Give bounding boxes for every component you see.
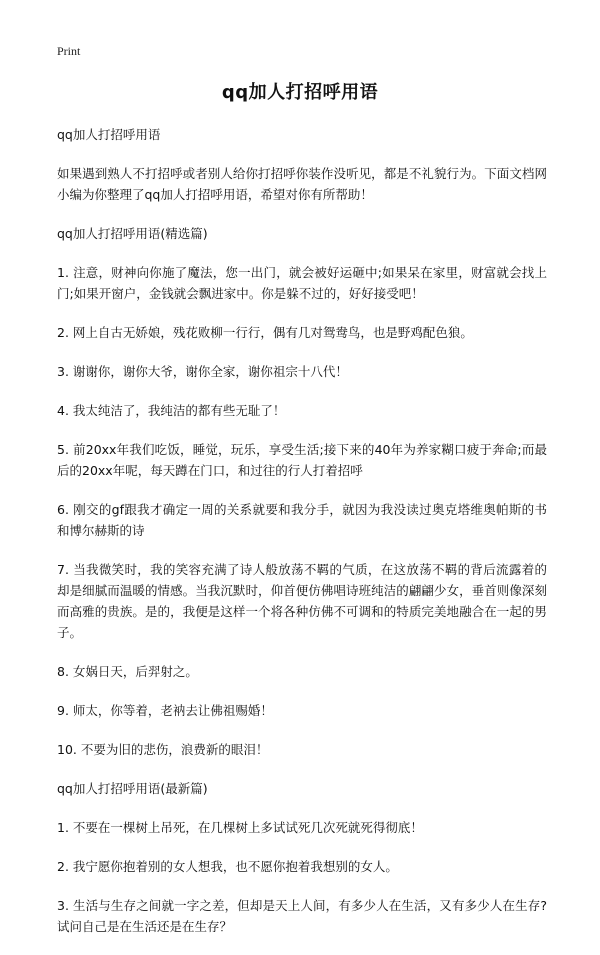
list-item: 4. 我太纯洁了，我纯洁的都有些无耻了！ xyxy=(57,403,286,418)
list-item: 2. 网上自古无娇娘，残花败柳一行行，偶有几对鸳鸯鸟，也是野鸡配色狼。 xyxy=(57,325,473,340)
list-item: 7. 当我微笑时，我的笑容充满了诗人般放荡不羁的气质，在这放荡不羁的背后流露着的却是细腻而温暖的情感。当我沉默时，仰首便仿佛唱诗班纯洁的翩翩少女，垂首则像深刻而高雅的贵族。是的，我便是这样一个将各种仿佛不可调和的特质完美地融合在一起的男子。 xyxy=(57,562,547,640)
section-heading: qq加人打招呼用语 xyxy=(57,127,161,142)
list-item: 2. 我宁愿你抱着别的女人想我，也不愿你抱着我想别的女人。 xyxy=(57,859,398,874)
section-heading: qq加人打招呼用语(精选篇) xyxy=(57,226,208,241)
document-body xyxy=(57,124,547,955)
list-item: 6. 刚交的gf跟我才确定一周的关系就要和我分手，就因为我没读过奥克塔维奥帕斯的书和博尔赫斯的诗 xyxy=(57,502,547,538)
list-item: 5. 前20xx年我们吃饭，睡觉，玩乐，享受生活;接下来的40年为养家糊口疲于奔命;而最后的20xx年呢，每天蹲在门口，和过往的行人打着招呼 xyxy=(57,442,547,478)
list-item: 1. 注意，财神向你施了魔法，您一出门，就会被好运砸中;如果呆在家里，财富就会找上门;如果开窗户，金钱就会飘进家中。你是躲不过的，好好接受吧！ xyxy=(57,265,547,301)
list-item: 8. 女娲日天，后羿射之。 xyxy=(57,664,198,679)
list-item: 1. 不要在一棵树上吊死，在几棵树上多试试死几次死就死得彻底！ xyxy=(57,820,423,835)
list-item: 9. 师太，你等着，老衲去让佛祖赐婚！ xyxy=(57,703,273,718)
list-item: 3. 生活与生存之间就一字之差，但却是天上人间，有多少人在生活，又有多少人在生存?试问自己是在生活还是在生存？ xyxy=(57,898,547,934)
section-heading: qq加人打招呼用语(最新篇) xyxy=(57,781,208,796)
print-label: Print xyxy=(57,44,81,58)
intro-paragraph: 如果遇到熟人不打招呼或者别人给你打招呼你装作没听见，都是不礼貌行为。下面文档网小编为你整理了qq加人打招呼用语，希望对你有所帮助！ xyxy=(57,166,547,202)
list-item: 10. 不要为旧的悲伤，浪费新的眼泪！ xyxy=(57,742,269,757)
list-item: 3. 谢谢你，谢你大爷，谢你全家，谢你祖宗十八代！ xyxy=(57,364,348,379)
page-title: qq加人打招呼用语 xyxy=(221,82,379,103)
